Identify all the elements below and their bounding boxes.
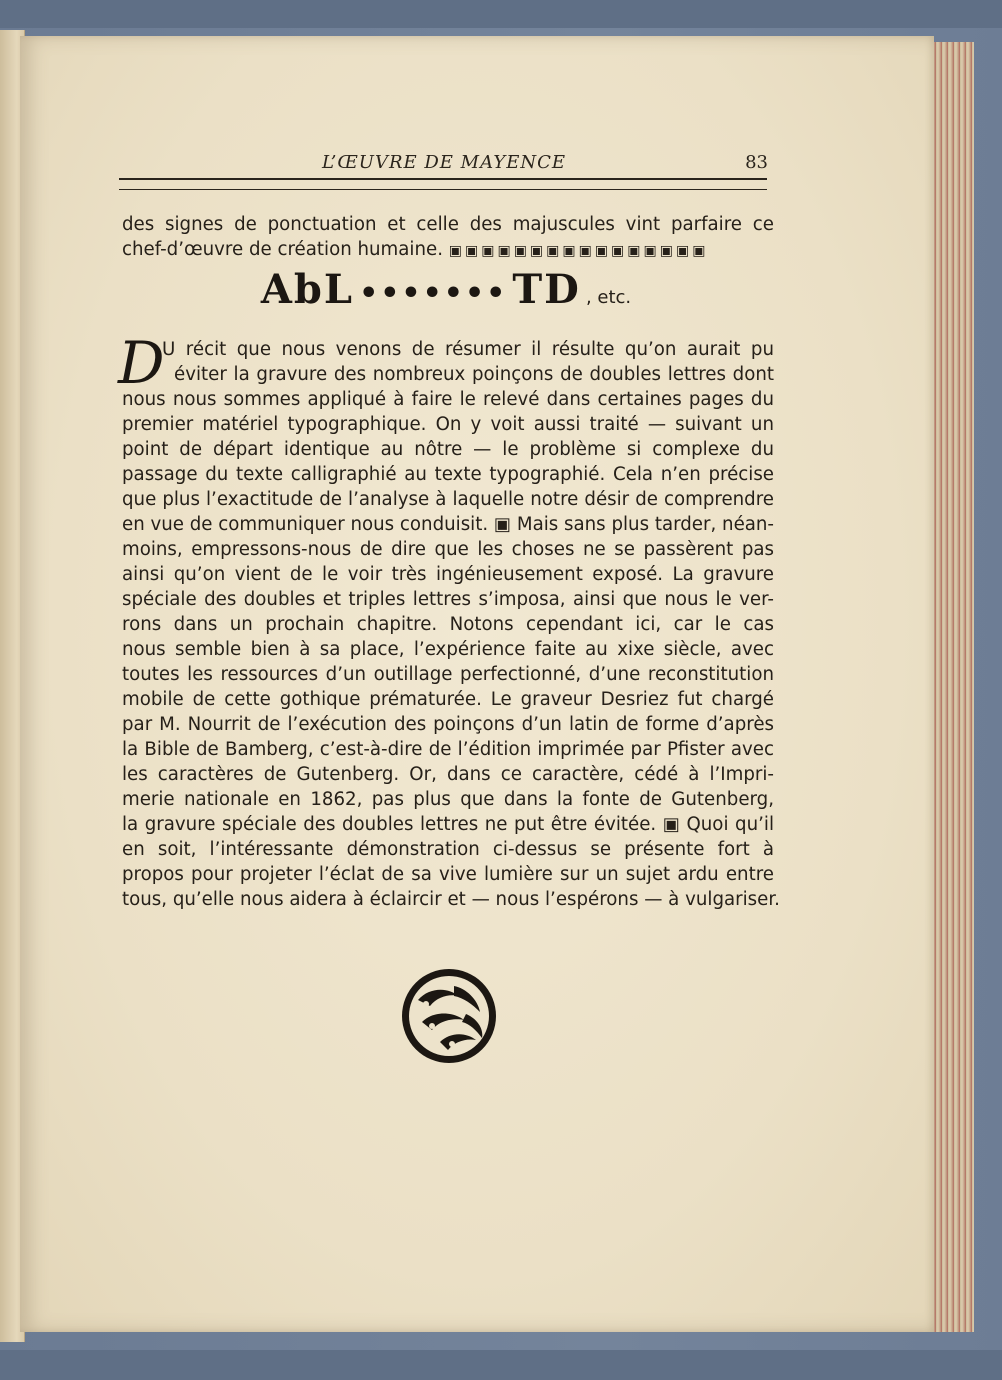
specimen-dots: ••••••• bbox=[359, 276, 508, 311]
paragraph-line: merie nationale en 1862, pas plus que dans la fonte de Gutenberg, bbox=[122, 789, 774, 810]
page-number: 83 bbox=[745, 152, 768, 173]
paragraph-line: par M. Nourrit de l’exécution des poinçons d’un latin de forme d’après bbox=[122, 714, 774, 735]
intro-line-with-ornaments bbox=[122, 237, 774, 262]
paragraph-line: rons dans un prochain chapitre. Notons cependant ici, car le cas bbox=[122, 614, 774, 635]
paragraph-line: spéciale des doubles et triples lettres s’imposa, ainsi que nous le ver- bbox=[122, 589, 774, 610]
blackletter-specimen bbox=[120, 266, 772, 316]
paragraph-line: nous semble bien à sa place, l’expérience faite au xixe siècle, avec bbox=[122, 639, 774, 660]
blackletter-glyphs-first: AbL bbox=[260, 266, 354, 313]
paragraph-line: que plus l’exactitude de l’analyse à laquelle notre désir de comprendre bbox=[122, 489, 774, 510]
paragraph-line: point de départ identique au nôtre — le problème si complexe du bbox=[122, 439, 774, 460]
paragraph-line: propos pour projeter l’éclat de sa vive lumière sur un sujet ardu entre bbox=[122, 864, 774, 885]
header-rule bbox=[119, 178, 767, 190]
intro-line: chef-d’œuvre de création humaine. bbox=[122, 239, 443, 260]
paragraph-line: toutes les ressources d’un outillage perfectionné, d’une reconstitution bbox=[122, 664, 774, 685]
page-fore-edge bbox=[930, 42, 974, 1332]
paragraph-line: en vue de communiquer nous conduisit. ▣ Mais sans plus tarder, néan- bbox=[122, 514, 774, 535]
paragraph-line: éviter la gravure des nombreux poinçons de doubles lettres dont bbox=[174, 364, 774, 385]
paragraph-line: ainsi qu’on vient de le voir très ingénieusement exposé. La gravure bbox=[122, 564, 774, 585]
paragraph-line: U récit que nous venons de résumer il résulte qu’on aurait pu bbox=[162, 339, 774, 360]
paragraph-line: nous nous sommes appliqué à faire le relevé dans certaines pages du bbox=[122, 389, 774, 410]
running-title: L’ŒUVRE DE MAYENCE bbox=[321, 152, 567, 173]
running-head bbox=[120, 152, 768, 176]
intro-line: des signes de ponctuation et celle des majuscules vint parfaire ce bbox=[122, 214, 774, 235]
drop-cap: D bbox=[118, 329, 165, 397]
ornament-row: ▣▣▣▣▣▣▣▣▣▣▣▣▣▣▣▣ bbox=[448, 243, 709, 259]
paragraph-line: tous, qu’elle nous aidera à éclaircir et — nous l’espérons — à vulgariser. bbox=[122, 889, 780, 910]
paragraph-line: passage du texte calligraphié au texte typographié. Cela n’en précise bbox=[122, 464, 774, 485]
paragraph-line: mobile de cette gothique prématurée. Le graveur Desriez fut chargé bbox=[122, 689, 774, 710]
specimen-etc: , etc. bbox=[585, 287, 632, 308]
paragraph-line: premier matériel typographique. On y voit aussi traité — suivant un bbox=[122, 414, 774, 435]
paragraph-line: la gravure spéciale des doubles lettres ne put être évitée. ▣ Quoi qu’il bbox=[122, 814, 774, 835]
fleuron-tailpiece-icon bbox=[396, 966, 502, 1066]
blackletter-glyphs-second: TD bbox=[512, 266, 581, 313]
paragraph-line: la Bible de Bamberg, c’est-à-dire de l’édition imprimée par Pfister avec bbox=[122, 739, 774, 760]
paragraph-line: les caractères de Gutenberg. Or, dans ce caractère, cédé à l’Impri- bbox=[122, 764, 774, 785]
paragraph-line: moins, empressons-nous de dire que les choses ne se passèrent pas bbox=[122, 539, 774, 560]
paragraph-line: en soit, l’intéressante démonstration ci-dessus se présente fort à bbox=[122, 839, 774, 860]
